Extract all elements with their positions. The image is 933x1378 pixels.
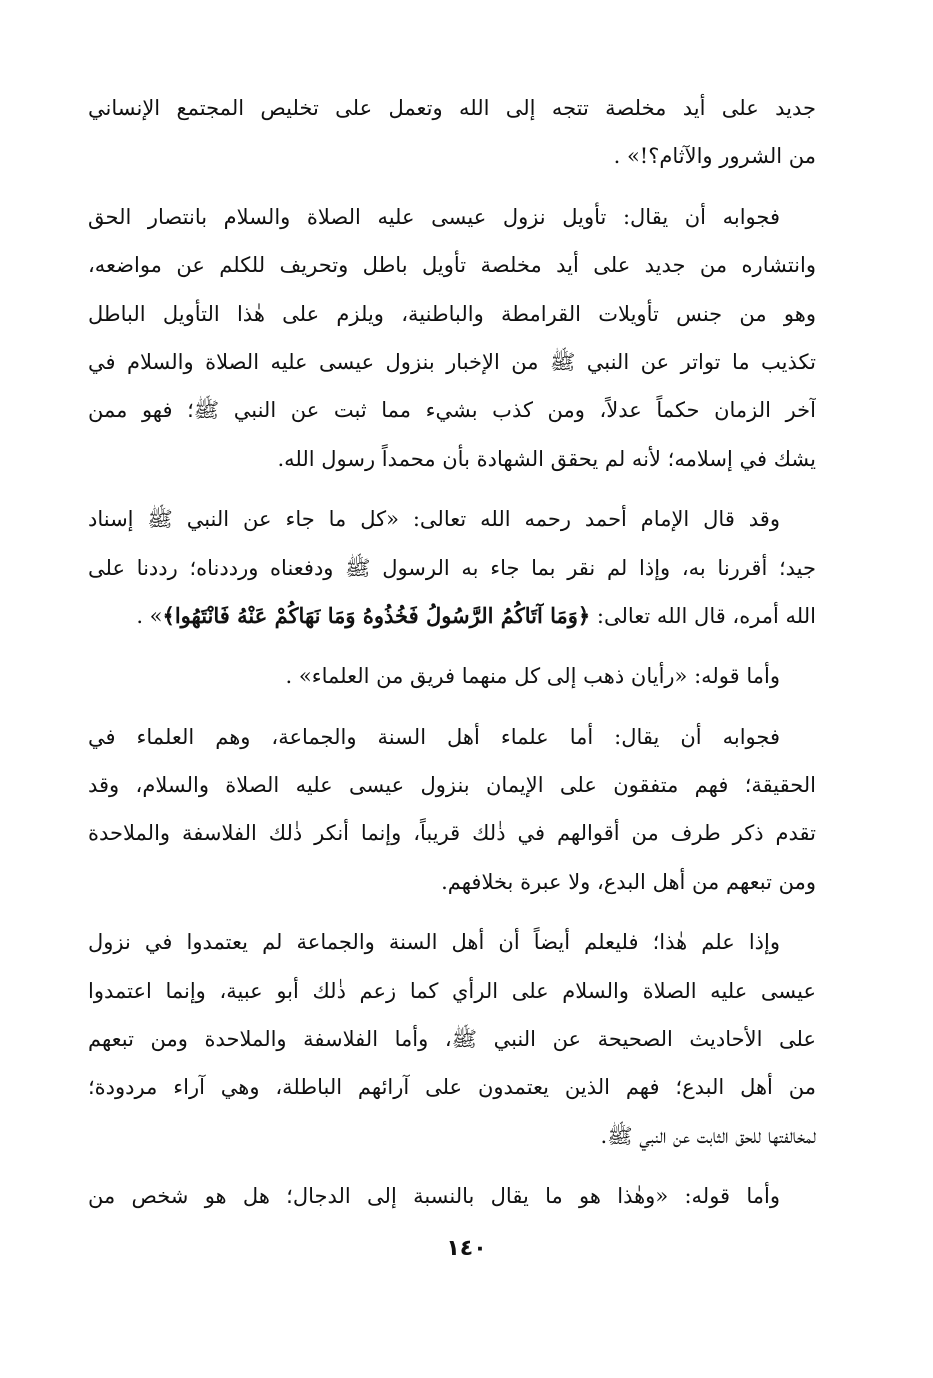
text-line: تقدم ذكر طرف من أقوالهم في ذٰلك قريباً، وإنما أنكر ذٰلك الفلاسفة والملاحدة: [88, 821, 816, 846]
text-line: فجوابه أن يقال: أما علماء أهل السنة والجماعة، وهم العلماء في: [88, 724, 780, 749]
paragraph-3: [88, 495, 816, 640]
page-number: ١٤٠: [446, 1236, 487, 1261]
text-line: وانتشاره من جديد على أيد مخلصة تأويل باطل وتحريف للكلم عن مواضعه،: [88, 253, 816, 278]
paragraph-2: [88, 193, 816, 483]
text-line: وأما قوله: «رأيان ذهب إلى كل منهما فريق من العلماء» .: [285, 664, 780, 689]
text-line: تكذيب ما تواتر عن النبي ﷺ من الإخبار بنزول عيسى عليه الصلاة والسلام في: [88, 349, 816, 374]
text-line: [88, 592, 816, 640]
text-line: ومن تبعهم من أهل البدع، ولا عبرة بخلافهم.: [441, 869, 816, 894]
text-segment: » .: [136, 603, 163, 628]
quran-verse: ﴿وَمَا آتَاكُمُ الرَّسُولُ فَخُذُوهُ وَمَا نَهَاكُمْ عَنْهُ فَانْتَهُوا﴾: [162, 602, 591, 628]
text-line: من أهل البدع؛ فهم الذين يعتمدون على آرائهم الباطلة، وهي آراء مردودة؛: [88, 1075, 816, 1100]
text-line: من الشرور والآثام؟!» .: [613, 144, 816, 169]
text-line: وإذا علم هٰذا؛ فليعلم أيضاً أن أهل السنة والجماعة لم يعتمدوا في نزول: [88, 930, 780, 955]
text-line: لمخالفتها للحق الثابت عن النبي ﷺ.: [600, 1123, 816, 1148]
paragraph-4: [88, 652, 816, 700]
text-segment: الله أمره، قال الله تعالى:: [590, 603, 816, 628]
paragraph-6: [88, 918, 816, 1160]
page-body: [88, 84, 816, 1233]
text-line: عيسى عليه الصلاة والسلام على الرأي كما زعم ذٰلك أبو عبية، وإنما اعتمدوا: [88, 978, 816, 1003]
text-line: وأما قوله: «وهٰذا هو ما يقال بالنسبة إلى الدجال؛ هل هو شخص من: [88, 1184, 780, 1209]
text-line: وهو من جنس تأويلات القرامطة والباطنية، ويلزم على هٰذا التأويل الباطل: [88, 301, 816, 326]
text-line: على الأحاديث الصحيحة عن النبي ﷺ، وأما الفلاسفة والملاحدة ومن تبعهم: [88, 1027, 816, 1052]
text-line: آخر الزمان حكماً عدلاً، ومن كذب بشيء مما ثبت عن النبي ﷺ؛ فهو ممن: [88, 398, 816, 423]
text-line: فجوابه أن يقال: تأويل نزول عيسى عليه الصلاة والسلام بانتصار الحق: [88, 204, 780, 229]
paragraph-1: [88, 84, 816, 181]
text-line: جيد؛ أقررنا به، وإذا لم نقر بما جاء به الرسول ﷺ ودفعناه ورددناه؛ رددنا على: [88, 555, 816, 580]
paragraph-5: [88, 713, 816, 907]
text-line: يشك في إسلامه؛ لأنه لم يحقق الشهادة بأن محمداً رسول الله.: [277, 446, 816, 471]
text-line: الحقيقة؛ فهم متفقون على الإيمان بنزول عيسى عليه الصلاة والسلام، وقد: [88, 773, 816, 798]
text-line: وقد قال الإمام أحمد رحمه الله تعالى: «كل ما جاء عن النبي ﷺ إسناد: [88, 507, 780, 532]
paragraph-7: [88, 1172, 816, 1220]
text-line: جديد على أيد مخلصة تتجه إلى الله وتعمل على تخليص المجتمع الإنساني: [88, 96, 816, 120]
